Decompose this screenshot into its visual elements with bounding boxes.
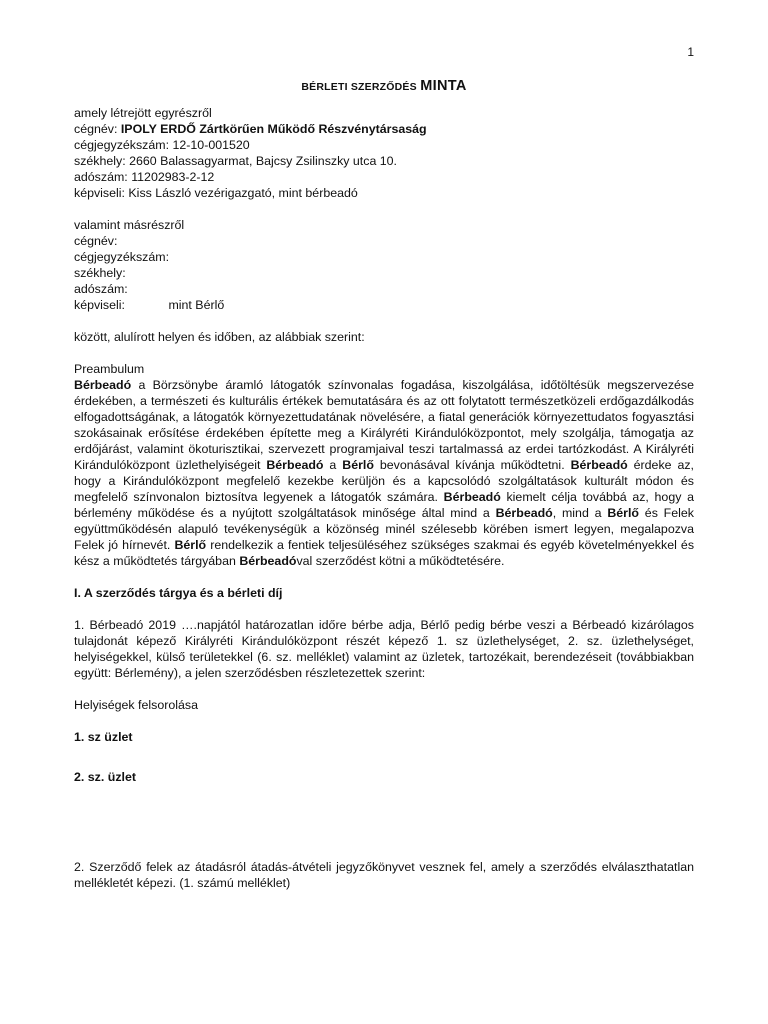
party2-tax-label: adószám: — [74, 282, 128, 296]
document-title — [74, 76, 694, 97]
party1-seat-row — [74, 153, 694, 169]
party1-regno-value: 12-10-001520 — [172, 138, 250, 152]
party1-tax-row — [74, 169, 694, 185]
section1-paragraph-2: 2. Szerződő felek az átadásról átadás-átvételi jegyzőkönyvet vesznek fel, amely a szerződés elválaszthatatlan mellékletét képezi. (1. számú melléklet) — [74, 860, 694, 890]
preamble-block — [74, 361, 694, 569]
party2-rep-value: mint Bérlő — [168, 298, 225, 312]
preamble-text: Bérbeadó a Börzsönybe áramló látogatók színvonalas fogadása, kiszolgálása, időtöltésük megszervezése érdekében, a természeti és kulturális értékek bemutatására és az ott folytatott természetközeli erdőgazdálkodás elfogadottságának, a látogatók környezettudatának növelésére, a fiatal generációk környezettudatos fogyasztási szokásainak erősítése érdekében építette meg a Királyréti Kirándulóközpontot, mely szolgálja, támogatja az erdőjárást, valamint ökoturisztikai, szervezett programjaival teszi tartalmassá az erdei tartózkodást. A Királyréti Kirándulóközpont üzlethelyiségeit Bérbeadó a Bérlő bevonásával kívánja működtetni. Bérbeadó érdeke az, hogy a Kirándulóközpont megfelelő kezekbe kerüljön és a kapcsolódó szolgáltatások kulturált módon és megfelelő színvonalon biztosítva legyenek a látogatók számára. Bérbeadó kiemelt célja továbbá az, hogy a bérlemény működése és a nyújtott szolgáltatások minősége által mind a Bérbeadó, mind a Bérlő és Felek együttműködésén alapuló tevékenységük a közönség minél szélesebb körében ismert legyen, megalapozva Felek jó hírnevét. Bérlő rendelkezik a fentiek teljesüléséhez szükséges szakmai és egyéb követelményekkel és kész a működtetés tárgyában Bérbeadóval szerződést kötni a működtetésére. — [74, 378, 695, 568]
party2-intro: valamint másrészről — [74, 218, 185, 232]
party1-intro: amely létrejött egyrészről — [74, 106, 212, 120]
party1-rep-value: Kiss László vezérigazgató, mint bérbeadó — [128, 186, 358, 200]
party1-tax-label: adószám: — [74, 170, 128, 184]
party1-block — [74, 105, 694, 201]
section1-heading: I. A szerződés tárgya és a bérleti díj — [74, 586, 283, 600]
party2-rep-row — [74, 297, 694, 313]
party2-rep-label: képviseli: — [74, 298, 125, 312]
shop-1-heading: 1. sz üzlet — [74, 730, 133, 744]
between-parties-text: között, alulírott helyen és időben, az alábbiak szerint: — [74, 330, 365, 344]
party1-company-value: IPOLY ERDŐ Zártkörűen Működő Részvénytársaság — [120, 122, 427, 136]
party1-regno-label: cégjegyzékszám: — [74, 138, 170, 152]
party1-rep-label: képviseli: — [74, 186, 125, 200]
shop-2-heading: 2. sz. üzlet — [74, 770, 136, 784]
party2-company-label: cégnév: — [74, 234, 118, 248]
party1-seat-value: 2660 Balassagyarmat, Bajcsy Zsilinszky utca 10. — [129, 154, 398, 168]
preamble-heading: Preambulum — [74, 362, 145, 376]
page-number: 1 — [687, 45, 694, 59]
party2-block — [74, 217, 694, 313]
party1-company-label: cégnév: — [74, 122, 118, 136]
party2-seat-label: székhely: — [74, 266, 126, 280]
party1-company-row — [74, 121, 694, 137]
party1-rep-row — [74, 185, 694, 201]
party1-regno-row — [74, 137, 694, 153]
party2-regno-label: cégjegyzékszám: — [74, 250, 170, 264]
section1-paragraph-1: 1. Bérbeadó 2019 ….napjától határozatlan időre bérbe adja, Bérlő pedig bérbe veszi a Bérbeadó kizárólagos tulajdonát képező Királyréti Kirándulóközpont részét képező 1. sz üzlethelységet, 2. sz. üzlethelységet, helyiségekkel, külső területekkel (6. sz. melléklet) valamint az üzletek, tartozékait, berendezéseit (továbbiakban együtt: Bérlemény), a jelen szerződésben részletezettek szerint: — [74, 618, 694, 680]
party1-tax-value: 11202983-2-12 — [131, 170, 215, 184]
document-content — [74, 76, 694, 891]
title-main: BÉRLETI SZERZŐDÉS — [301, 81, 417, 93]
party1-seat-label: székhely: — [74, 154, 126, 168]
rooms-list-heading: Helyiségek felsorolása — [74, 698, 198, 712]
title-mint: MINTA — [420, 78, 467, 94]
